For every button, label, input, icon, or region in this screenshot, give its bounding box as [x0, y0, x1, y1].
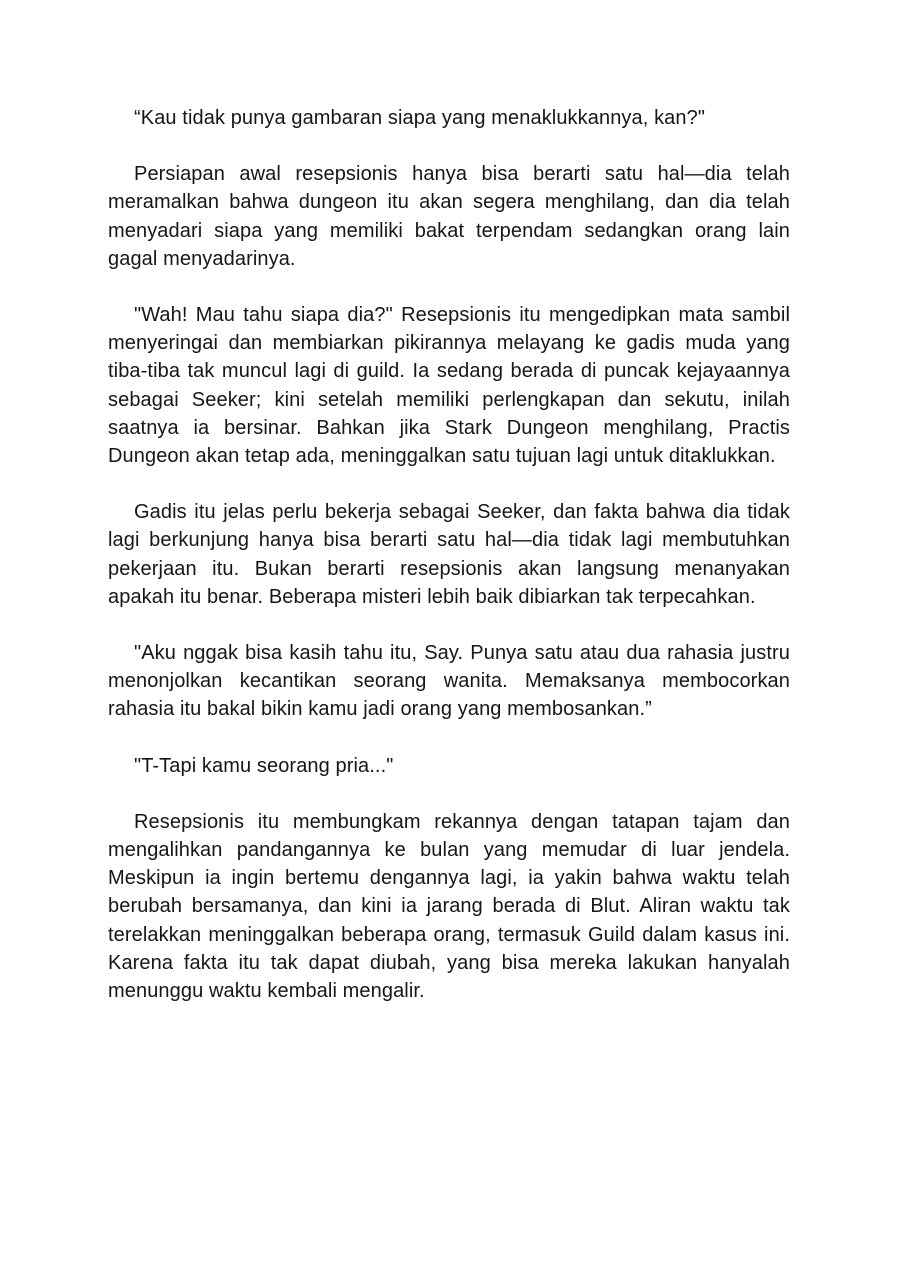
paragraph-narration-2: Gadis itu jelas perlu bekerja sebagai Seeker, dan fakta bahwa dia tidak lagi berkunjung hanya bisa berarti satu hal—dia tidak lagi membutuhkan pekerjaan itu. Bukan berarti resepsionis akan langsung menanyakan apakah itu benar. Beberapa misteri lebih baik dibiarkan tak terpecahkan. — [108, 501, 790, 608]
paragraph-dialogue-2: "Wah! Mau tahu siapa dia?" Resepsionis itu mengedipkan mata sambil menyeringai dan membiarkan pikirannya melayang ke gadis muda yang tiba-tiba tak muncul lagi di guild. Ia sedang berada di puncak kejayaannya sebagai Seeker; kini setelah memiliki perlengkapan dan sekutu, inilah saatnya ia bersinar. Bahkan jika Stark Dungeon menghilang, Practis Dungeon akan tetap ada, meninggalkan satu tujuan lagi untuk ditaklukkan. — [108, 304, 790, 468]
paragraph-dialogue-3: "Aku nggak bisa kasih tahu itu, Say. Punya satu atau dua rahasia justru menonjolkan kecantikan seorang wanita. Memaksanya membocorkan rahasia itu bakal bikin kamu jadi orang yang membosankan.” — [108, 642, 790, 721]
paragraph-narration-1: Persiapan awal resepsionis hanya bisa berarti satu hal—dia telah meramalkan bahwa dungeon itu akan segera menghilang, dan dia telah menyadari siapa yang memiliki bakat terpendam sedangkan orang lain gagal menyadarinya. — [108, 163, 790, 270]
paragraph-narration-3: Resepsionis itu membungkam rekannya dengan tatapan tajam dan mengalihkan pandangannya ke bulan yang memudar di luar jendela. Meskipun ia ingin bertemu dengannya lagi, ia yakin bahwa waktu telah berubah bersamanya, dan kini ia jarang berada di Blut. Aliran waktu tak terelakkan meninggalkan beberapa orang, termasuk Guild dalam kasus ini. Karena fakta itu tak dapat diubah, yang bisa mereka lakukan hanyalah menunggu waktu kembali mengalir. — [108, 810, 790, 1003]
paragraph-dialogue-1: “Kau tidak punya gambaran siapa yang menaklukkannya, kan?" — [134, 107, 706, 129]
paragraph-dialogue-4: "T-Tapi kamu seorang pria..." — [134, 754, 394, 777]
